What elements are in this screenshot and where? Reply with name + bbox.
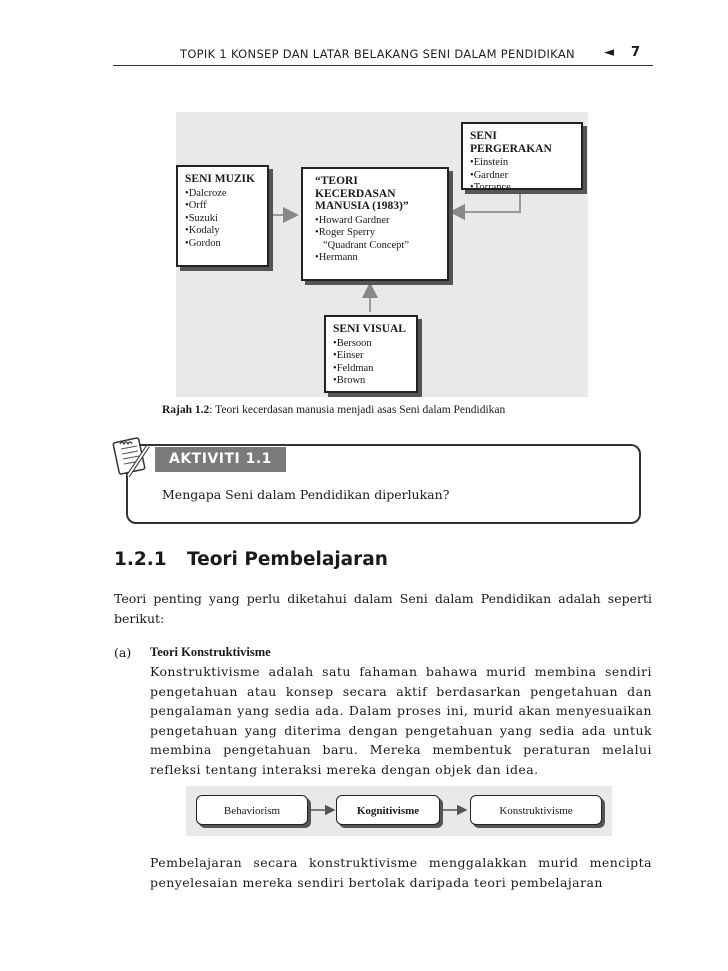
list-item: • Gardner <box>470 170 574 183</box>
section-number: 1.2.1 <box>114 549 167 570</box>
list-item: “Quadrant Concept” <box>323 239 410 251</box>
flow-konstruktivisme: Konstruktivisme <box>470 795 602 825</box>
teori-kecerdasan-title: “TEORI KECERDASAN MANUSIA (1983)” <box>315 175 409 212</box>
list-item: • Roger Sperry <box>315 227 440 240</box>
intro-paragraph: Teori penting yang perlu diketahui dalam Seni dalam Pendidikan adalah seperti berikut: <box>114 591 652 626</box>
flow-behaviorism: Behaviorism <box>196 795 308 825</box>
list-item: • Feldman <box>333 363 409 376</box>
seni-muzik-box <box>176 165 269 267</box>
item-a-body: Konstruktivisme adalah satu fahaman bahawa murid membina sendiri pengetahuan atau konsep secara aktif berdasarkan pengetahuan dan pengalaman yang sedia ada. Dalam proses ini, murid akan menyesuaikan pengetahuan yang diterima dengan pengetahuan yang sedia ada untuk membina pengetahuan baru. Mereka membentuk peraturan melalui refleksi tentang interaksi mereka dengan objek dan idea. <box>150 664 652 777</box>
caption-text: : Teori kecerdasan manusia menjadi asas Seni dalam Pendidikan <box>209 404 506 416</box>
flow-kognitivisme: Kognitivisme <box>336 795 440 825</box>
seni-visual-box <box>324 315 418 393</box>
seni-muzik-title: SENI MUZIK <box>185 173 255 185</box>
activity-question: Mengapa Seni dalam Pendidikan diperlukan? <box>162 487 450 502</box>
activity-label: AKTIVITI 1.1 <box>155 447 286 472</box>
list-item: • Orff <box>185 200 260 213</box>
section-heading <box>114 549 388 570</box>
list-item: • Einser <box>333 350 409 363</box>
item-a-continuation: Pembelajaran secara konstruktivisme menggalakkan murid mencipta penyelesaian mereka sendiri bertolak daripada teori pembelajaran <box>150 855 652 890</box>
seni-pergerakan-title: SENI PERGERAKAN <box>470 130 552 155</box>
list-item: • Dalcroze <box>185 188 260 201</box>
seni-visual-title: SENI VISUAL <box>333 323 406 335</box>
list-item: • Einstein <box>470 157 574 170</box>
page-number: 7 <box>631 45 641 60</box>
item-a-title: Teori Konstruktivisme <box>150 645 271 659</box>
list-item: • Kodaly <box>185 225 260 238</box>
figure-caption <box>162 404 505 416</box>
list-item: • Howard Gardner <box>315 215 440 228</box>
learning-theory-flow <box>186 786 612 836</box>
seni-pergerakan-box <box>461 122 583 193</box>
running-header: TOPIK 1 KONSEP DAN LATAR BELAKANG SENI DALAM PENDIDIKAN <box>180 47 575 61</box>
list-item: • Brown <box>333 375 409 388</box>
list-item: • Suzuki <box>185 213 260 226</box>
list-item: • Bersoon <box>333 338 409 351</box>
header-rule <box>113 65 653 66</box>
list-item: • Torrance <box>470 182 574 195</box>
page-arrow-icon: ◄ <box>604 45 614 60</box>
teori-kecerdasan-box <box>301 167 449 281</box>
item-a-label: (a) <box>114 645 132 660</box>
list-item: • Gordon <box>185 238 260 251</box>
figure-intelligence-theory <box>176 112 588 397</box>
notepad-pencil-icon <box>106 432 156 480</box>
section-title: Teori Pembelajaran <box>187 549 388 570</box>
caption-label: Rajah 1.2 <box>162 404 210 416</box>
list-item: • Hermann <box>315 252 440 265</box>
